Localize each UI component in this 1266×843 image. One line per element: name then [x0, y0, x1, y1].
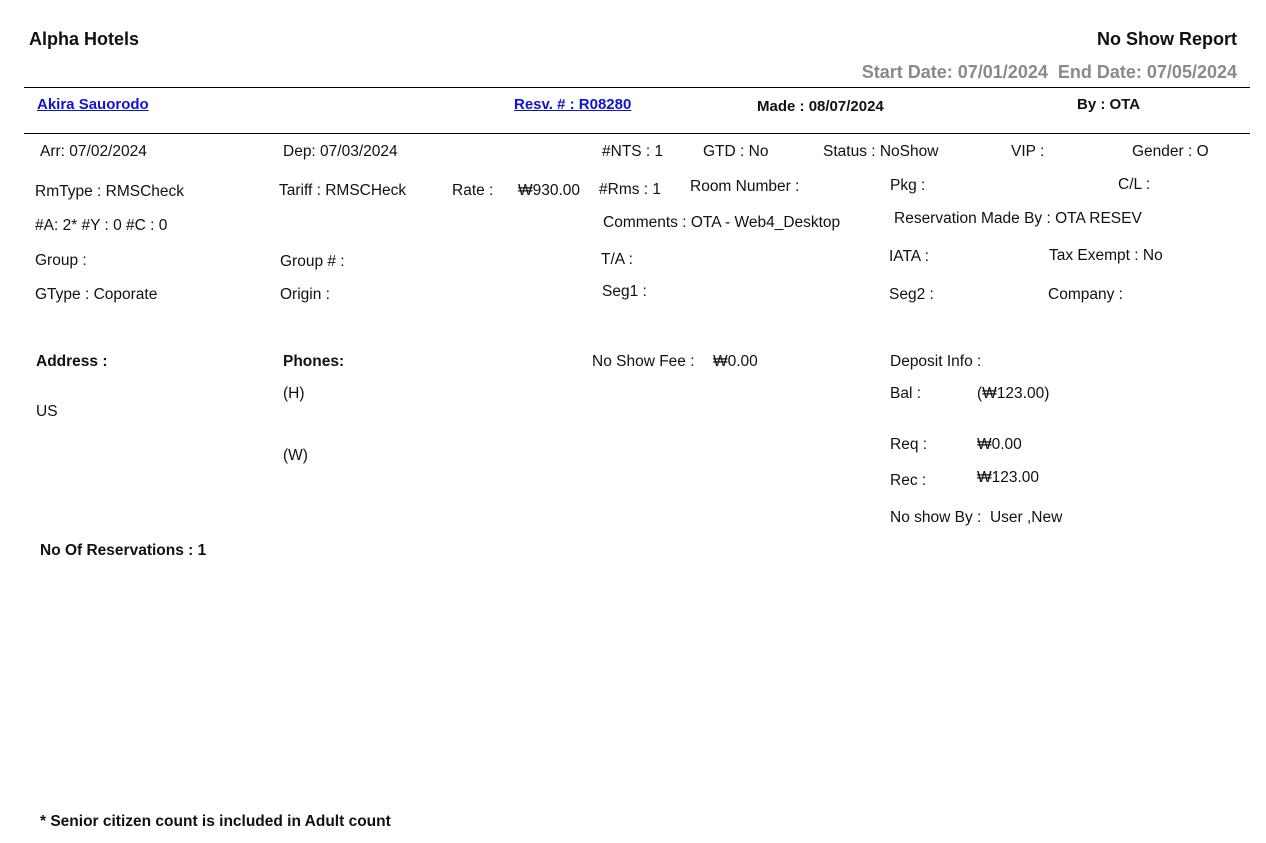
resv-number-link[interactable]	[514, 96, 631, 113]
footer-note: * Senior citizen count is included in Adult count	[40, 813, 391, 830]
group-type: GType : Coporate	[35, 286, 158, 303]
travel-agent: T/A :	[601, 251, 633, 268]
room-type: RmType : RMSCheck	[35, 183, 185, 200]
phone-home: (H)	[283, 385, 305, 402]
group: Group :	[35, 252, 87, 269]
report-title: No Show Report	[1097, 29, 1237, 49]
credit-limit: C/L :	[1118, 176, 1151, 193]
received-label: Rec :	[890, 472, 927, 489]
balance-label: Bal :	[890, 385, 922, 402]
made-date: Made : 08/07/2024	[757, 98, 884, 115]
address-country: US	[36, 403, 58, 420]
phones-label: Phones:	[283, 353, 345, 370]
date-range	[862, 62, 1237, 83]
room-number: Room Number :	[690, 178, 800, 195]
arrival-date: Arr: 07/02/2024	[40, 143, 147, 160]
reservation-divider	[24, 133, 1250, 134]
deposit-info-label: Deposit Info :	[890, 353, 982, 370]
comments: Comments : OTA - Web4_Desktop	[603, 214, 841, 231]
booked-by: By : OTA	[1077, 96, 1141, 113]
segment-2: Seg2 :	[889, 286, 934, 303]
start-date: 07/01/2024	[957, 62, 1048, 82]
reservation-made-by: Reservation Made By : OTA RESEV	[894, 210, 1142, 227]
required-value: ₩0.00	[977, 436, 1022, 453]
occupancy: #A: 2* #Y : 0 #C : 0	[35, 217, 168, 234]
rooms-count: #Rms : 1	[599, 181, 662, 198]
package: Pkg :	[890, 177, 926, 194]
end-date-label: End Date:	[1057, 62, 1142, 82]
group-number: Group # :	[280, 253, 345, 270]
header-divider	[24, 87, 1250, 88]
end-date: 07/05/2024	[1146, 62, 1237, 82]
required-label: Req :	[890, 436, 928, 453]
reservations-count: No Of Reservations : 1	[40, 542, 207, 559]
departure-date: Dep: 07/03/2024	[283, 143, 398, 160]
iata: IATA :	[889, 248, 929, 265]
no-show-by: No show By : User ,New	[890, 509, 1063, 526]
nights-count: #NTS : 1	[602, 143, 664, 160]
no-show-fee-label: No Show Fee :	[592, 353, 695, 370]
vip: VIP :	[1011, 143, 1045, 160]
segment-1: Seg1 :	[602, 283, 647, 300]
received-value: ₩123.00	[977, 469, 1040, 486]
resv-number: R08280	[578, 96, 632, 113]
guest-name-link[interactable]: Akira Sauorodo	[37, 96, 149, 113]
phone-work: (W)	[283, 447, 308, 464]
tariff: Tariff : RMSCHeck	[279, 182, 407, 199]
balance-value: (₩123.00)	[977, 385, 1050, 402]
origin: Origin :	[280, 286, 330, 303]
hotel-name: Alpha Hotels	[29, 29, 140, 49]
rate-label: Rate :	[452, 182, 494, 199]
start-date-label: Start Date:	[861, 62, 953, 82]
tax-exempt: Tax Exempt : No	[1049, 247, 1163, 264]
address-label: Address :	[36, 353, 108, 370]
gender: Gender : O	[1132, 143, 1209, 160]
status: Status : NoShow	[823, 143, 939, 160]
guaranteed: GTD : No	[703, 143, 769, 160]
company: Company :	[1048, 286, 1123, 303]
rate-value: ₩930.00	[518, 182, 581, 199]
resv-label: Resv. # :	[514, 96, 575, 113]
no-show-fee-value: ₩0.00	[713, 353, 758, 370]
